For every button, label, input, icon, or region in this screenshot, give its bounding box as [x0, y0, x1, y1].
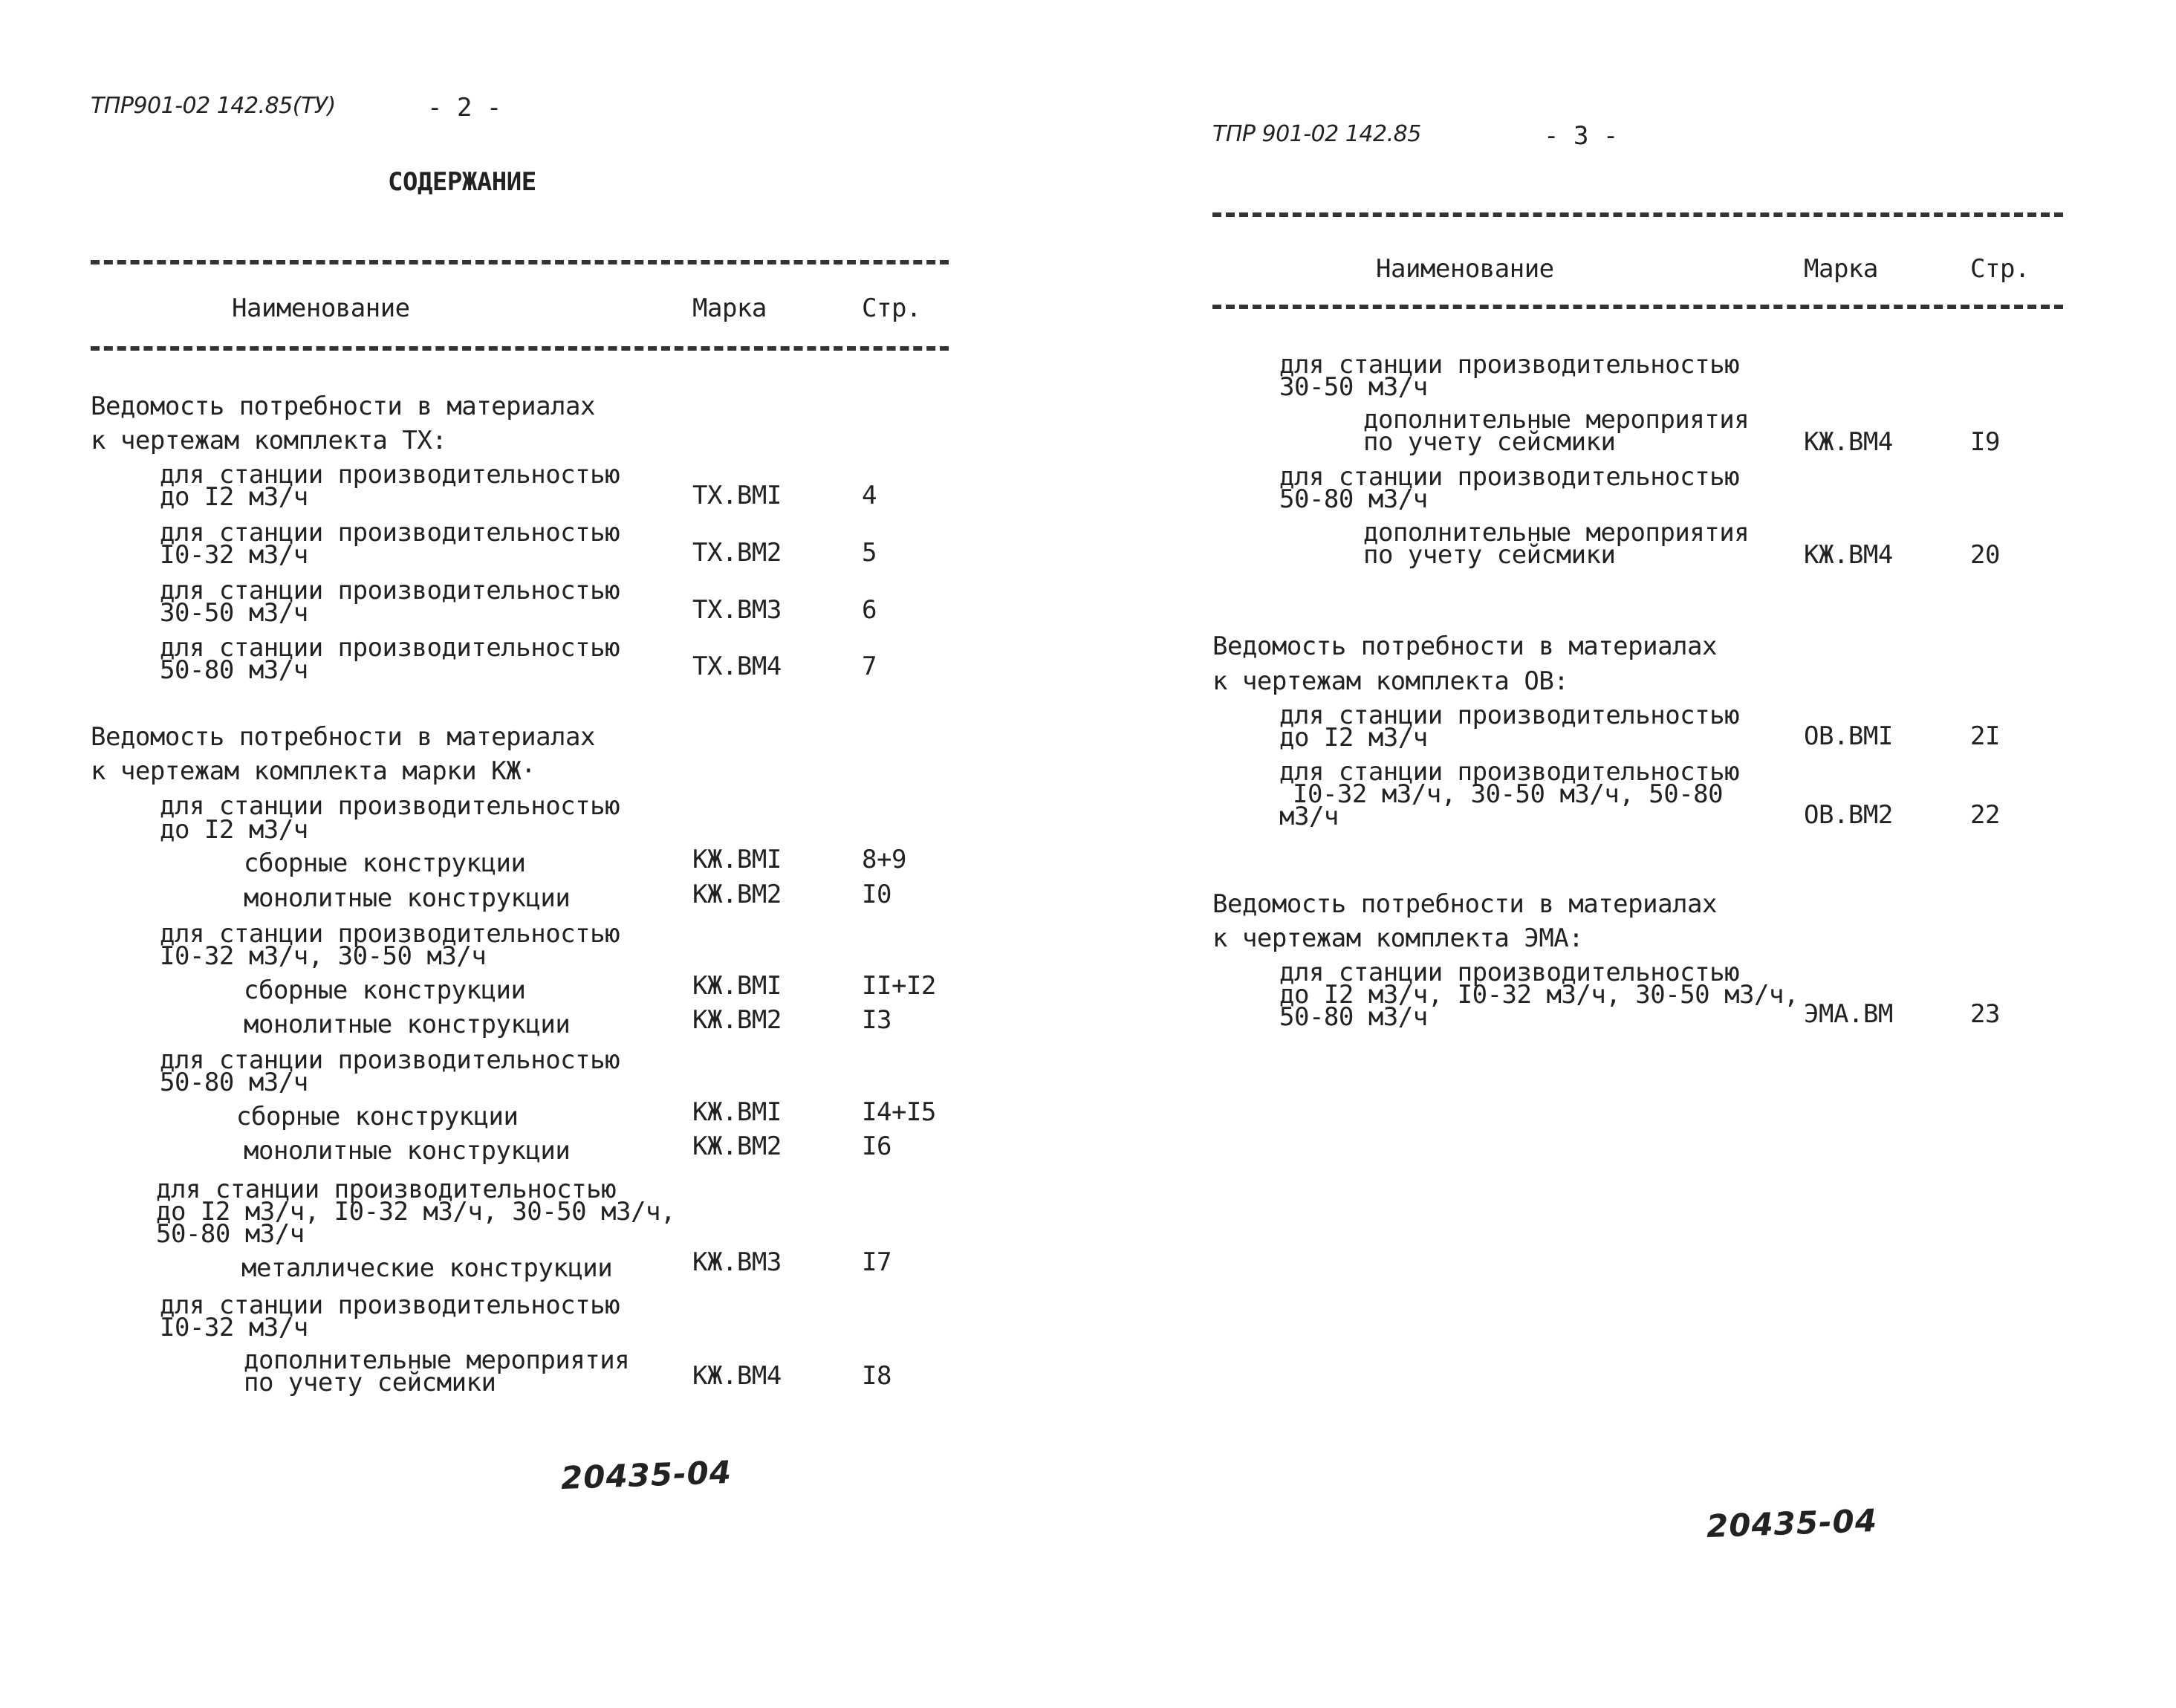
- entry-line: м3/ч: [1279, 802, 1339, 831]
- entry-mark: КЖ.ВМ2: [692, 880, 782, 909]
- entry-line: I0-32 м3/ч, 30-50 м3/ч: [160, 941, 487, 971]
- archive-stamp: 20435-04: [1706, 1502, 1878, 1545]
- column-header-name: Наименование: [232, 293, 410, 323]
- entry-line: дополнительные мероприятия: [1363, 405, 1750, 435]
- entry-mark: КЖ.ВМ4: [1804, 427, 1893, 457]
- entry-line: монолитные конструкции: [244, 1010, 571, 1039]
- entry-page: 4: [862, 481, 877, 510]
- column-header-page: Стр.: [1970, 254, 2030, 284]
- entry-mark: ОВ.ВМ2: [1804, 800, 1893, 830]
- entry-page: I4+I5: [862, 1097, 936, 1127]
- entry-mark: КЖ.ВМ4: [1804, 540, 1893, 570]
- entry-mark: ТХ.ВМ4: [692, 652, 782, 681]
- entry-page: 20: [1970, 540, 2000, 570]
- entry-line: для станции производительностью: [1279, 350, 1740, 380]
- doc-code: ТПР901-02 142.85(ТУ): [91, 93, 336, 119]
- page-number: - 3 -: [1544, 121, 1618, 151]
- entry-line: сборные конструкции: [244, 975, 526, 1005]
- entry-page: 23: [1970, 999, 2000, 1029]
- entry-mark: ЭМА.ВМ: [1804, 999, 1893, 1029]
- entry-line: по учету сейсмики: [1363, 427, 1616, 457]
- entry-line: для станции производительностью: [160, 791, 620, 821]
- entry-line: для станции производительностью: [160, 1290, 620, 1320]
- column-header-name: Наименование: [1376, 254, 1554, 284]
- entry-line: для станции производительностью: [160, 518, 620, 548]
- entry-line: до I2 м3/ч, I0-32 м3/ч, 30-50 м3/ч,: [1279, 980, 1799, 1010]
- entry-line: по учету сейсмики: [1363, 540, 1616, 570]
- entry-mark: КЖ.ВМ4: [692, 1361, 782, 1391]
- entry-page: 6: [862, 595, 877, 625]
- left-page: [0, 0, 1055, 1708]
- entry-page: I7: [862, 1247, 891, 1277]
- entry-mark: ТХ.ВМ3: [692, 595, 782, 625]
- entry-line: для станции производительностью: [1279, 958, 1740, 987]
- section-heading: к чертежам комплекта ОВ:: [1212, 666, 1569, 696]
- entry-page: 2I: [1970, 721, 2000, 751]
- entry-mark: КЖ.ВМ2: [692, 1131, 782, 1161]
- entry-mark: КЖ.ВМI: [692, 845, 782, 874]
- right-page: [1174, 0, 2176, 1708]
- entry-line: до I2 м3/ч: [1279, 723, 1428, 753]
- entry-page: I9: [1970, 427, 2000, 457]
- contents-title: СОДЕРЖАНИЕ: [388, 167, 536, 197]
- entry-mark: КЖ.ВМ3: [692, 1247, 782, 1277]
- header-rule-top: [91, 260, 949, 264]
- section-heading: к чертежам комплекта марки КЖ·: [91, 756, 536, 786]
- entry-line: до I2 м3/ч, I0-32 м3/ч, 30-50 м3/ч,: [156, 1197, 675, 1227]
- entry-line: 30-50 м3/ч: [160, 598, 308, 628]
- header-rule-top: [1212, 212, 2063, 217]
- entry-line: до I2 м3/ч: [160, 482, 308, 512]
- entry-page: I8: [862, 1361, 891, 1391]
- entry-line: дополнительные мероприятия: [1363, 518, 1750, 548]
- entry-page: 7: [862, 652, 877, 681]
- entry-page: I0: [862, 880, 891, 909]
- entry-page: I6: [862, 1131, 891, 1161]
- entry-line: для станции производительностью: [1279, 701, 1740, 730]
- section-heading: Ведомость потребности в материалах: [91, 392, 595, 421]
- archive-stamp: 20435-04: [560, 1454, 733, 1496]
- entry-line: 50-80 м3/ч: [1279, 484, 1428, 514]
- entry-line: 50-80 м3/ч: [160, 1068, 308, 1097]
- section-heading: Ведомость потребности в материалах: [91, 722, 595, 752]
- entry-line: для станции производительностью: [160, 460, 620, 490]
- entry-line: 50-80 м3/ч: [1279, 1002, 1428, 1032]
- page-number: - 2 -: [427, 93, 501, 123]
- column-header-mark: Марка: [1804, 254, 1878, 284]
- section-heading: Ведомость потребности в материалах: [1212, 889, 1717, 919]
- entry-line: 50-80 м3/ч: [160, 655, 308, 685]
- entry-line: для станции производительностью: [160, 919, 620, 949]
- entry-page: II+I2: [862, 971, 936, 1001]
- doc-code: ТПР 901-02 142.85: [1212, 121, 1421, 147]
- entry-line: до I2 м3/ч: [160, 815, 308, 845]
- entry-page: 22: [1970, 800, 2000, 830]
- entry-line: монолитные конструкции: [244, 883, 571, 913]
- entry-mark: КЖ.ВМI: [692, 971, 782, 1001]
- entry-page: I3: [862, 1005, 891, 1035]
- entry-line: сборные конструкции: [244, 848, 526, 878]
- entry-line: по учету сейсмики: [244, 1368, 496, 1397]
- entry-mark: ОВ.ВМI: [1804, 721, 1893, 751]
- entry-mark: ТХ.ВМ2: [692, 538, 782, 568]
- entry-line: для станции производительностью: [156, 1175, 617, 1204]
- entry-page: 5: [862, 538, 877, 568]
- column-header-mark: Марка: [692, 293, 767, 323]
- entry-line: для станции производительностью: [160, 576, 620, 605]
- entry-line: монолитные конструкции: [244, 1136, 571, 1166]
- entry-line: для станции производительностью: [1279, 462, 1740, 492]
- section-heading: Ведомость потребности в материалах: [1212, 631, 1717, 661]
- entry-line: для станции производительностью: [160, 633, 620, 663]
- entry-line: 50-80 м3/ч: [156, 1219, 305, 1249]
- entry-line: I0-32 м3/ч: [160, 1313, 308, 1342]
- entry-line: для станции производительностью: [160, 1045, 620, 1075]
- entry-line: для станции производительностью: [1279, 757, 1740, 787]
- header-rule-bottom: [1212, 305, 2063, 309]
- entry-line: I0-32 м3/ч: [160, 540, 308, 570]
- entry-line: 30-50 м3/ч: [1279, 372, 1428, 402]
- section-heading: к чертежам комплекта ТХ:: [91, 426, 447, 455]
- section-heading: к чертежам комплекта ЭМА:: [1212, 923, 1584, 953]
- entry-mark: КЖ.ВМ2: [692, 1005, 782, 1035]
- entry-line: дополнительные мероприятия: [244, 1345, 630, 1375]
- entry-line: сборные конструкции: [236, 1102, 519, 1131]
- entry-line: металлические конструкции: [241, 1253, 613, 1283]
- entry-mark: ТХ.ВМI: [692, 481, 782, 510]
- column-header-page: Стр.: [862, 293, 921, 323]
- entry-line: I0-32 м3/ч, 30-50 м3/ч, 50-80: [1293, 779, 1724, 809]
- entry-page: 8+9: [862, 845, 906, 874]
- header-rule-bottom: [91, 346, 949, 351]
- entry-mark: КЖ.ВМI: [692, 1097, 782, 1127]
